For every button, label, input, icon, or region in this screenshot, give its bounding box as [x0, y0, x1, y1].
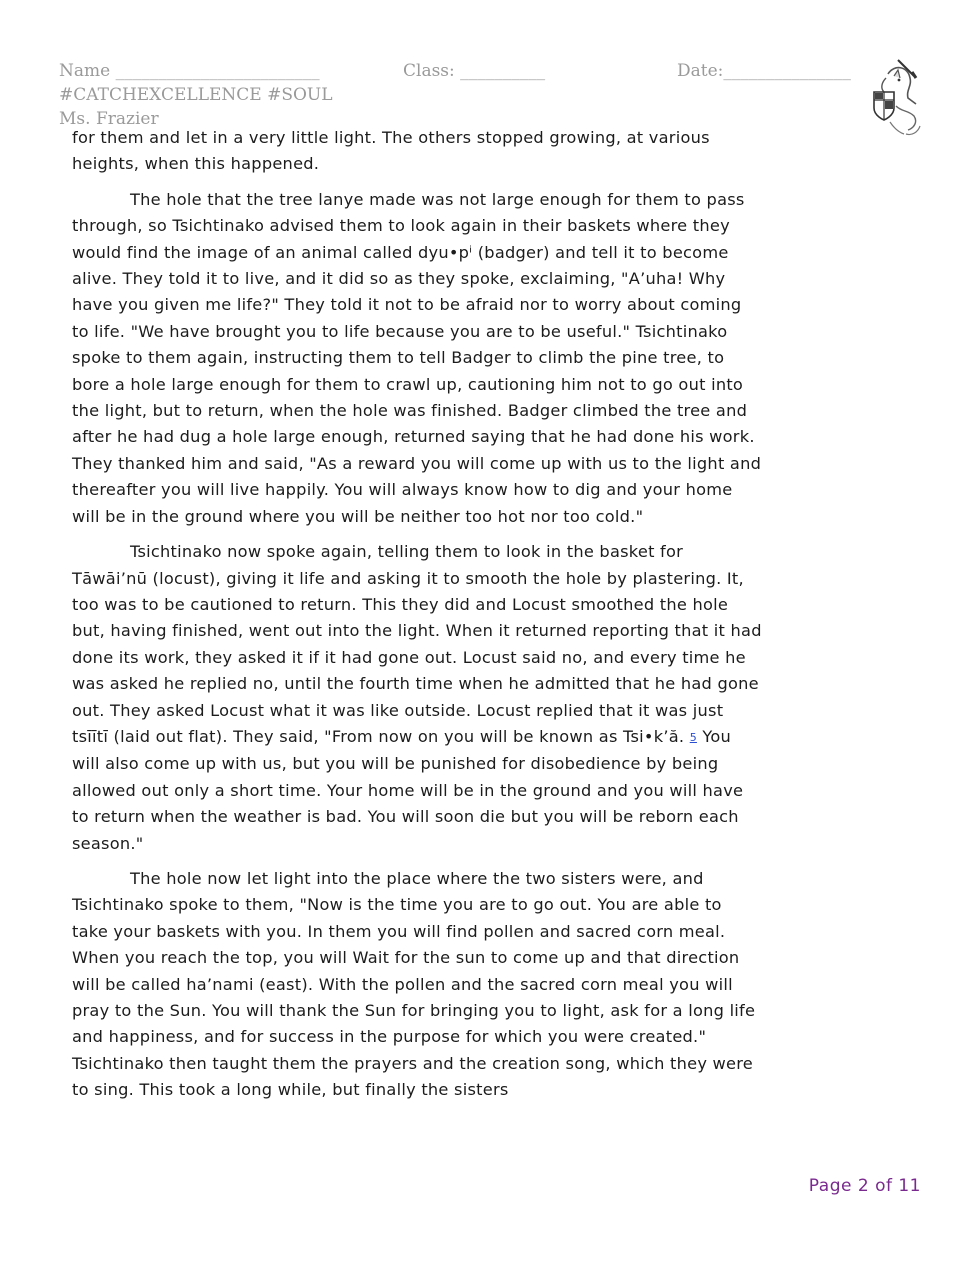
paragraph: for them and let in a very little light. The others stopped growing, at various heights, when this happened.: [72, 128, 710, 174]
page-number: Page 2 of 11: [808, 1176, 921, 1196]
paragraph: [72, 539, 762, 857]
knight-crest-icon: [868, 56, 924, 140]
footnote-link[interactable]: 5: [689, 730, 697, 744]
paragraph: The hole now let light into the place where the two sisters were, and Tsichtinako spoke to them, "Now is the time you are to go out. You are able to take your baskets with you. In them you will find pollen and sacred corn meal. When you reach the top, you will Wait for the sun to come up and that direction will be called ha’nami (east). With the pollen and the sacred corn meal you will pray to the Sun. You will thank the Sun for bringing you to light, ask for a long life and happiness, and for success in the purpose for which you were created." Tsichtinako then taught them the prayers and the creation song, which they were to sing. This took a long while, but finally the sisters: [72, 868, 756, 1100]
date-field: Date:_______________: [677, 61, 851, 81]
name-field: Name ________________________: [59, 61, 320, 81]
paragraph-text: You will also come up with us, but you will be punished for disobedience by being allowed out only a short time. Your home will be in the ground and you will have to return when the weather is bad. You will soon die but you will be reborn each season.": [72, 726, 744, 853]
paragraph-text: Tsichtinako now spoke again, telling them to look in the basket for Tāwāi’nū (locust), giving it life and asking it to smooth the hole by plastering. It, too was to be cautioned to return. This they did and Locust smoothed the hole but, having finished, went out into the light. When it returned reporting that it had done its work, they asked it if it had gone out. Locust said no, and every time he was asked he replied no, until the fourth time when he admitted that he had gone out. They asked Locust what it was like outside. Locust replied that it was just tsīītī (laid out flat). They said, "From now on you will be known as Tsi•k’ă.: [72, 542, 762, 746]
teacher-name: Ms. Frazier: [59, 109, 159, 129]
class-field: Class: __________: [403, 61, 546, 81]
story-text: [72, 125, 762, 1104]
paragraph: The hole that the tree lanye made was not large enough for them to pass through, so Tsichtinako advised them to look again in their baskets where they would find the image of an animal called dyu•pⁱ (badger) and tell it to become alive. They told it to live, and it did so as they spoke, exclaiming, "A’uha! Why have you given me life?" They told it not to be afraid nor to worry about coming to life. "We have brought you to life because you are to be useful." Tsichtinako spoke to them again, instructing them to tell Badger to climb the pine tree, to bore a hole large enough for them to crawl up, cautioning him not to go out into the light, but to return, when the hole was finished. Badger climbed the tree and after he had dug a hole large enough, returned saying that he had done his work. They thanked him and said, "As a reward you will come up with us to the light and thereafter you will live happily. You will always know how to dig and your home will be in the ground where you will be neither too hot nor too cold.": [72, 189, 762, 526]
hashtags: #CATCHEXCELLENCE #SOUL: [59, 85, 333, 105]
